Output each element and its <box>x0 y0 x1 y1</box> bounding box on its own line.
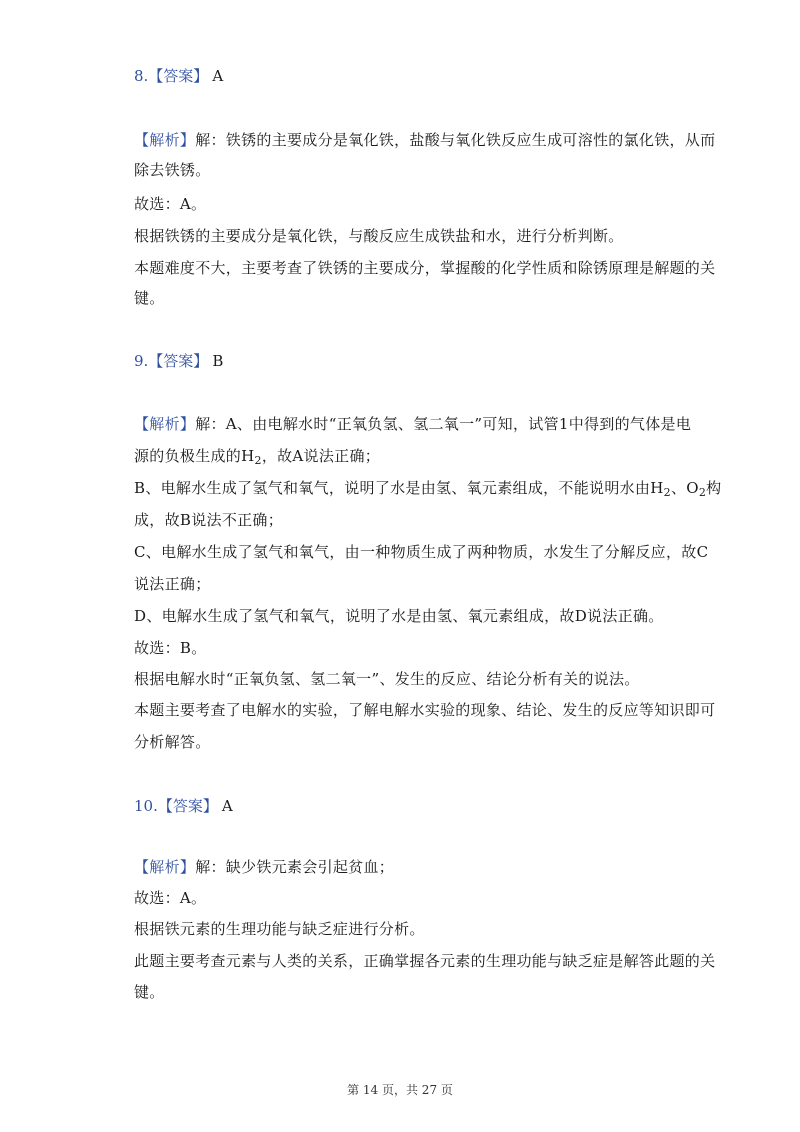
q9-line-2 <box>134 446 674 466</box>
q9-line-9: 根据电解水时“正氧负氢、氢二氧一”、发生的反应、结论分析有关的说法。 <box>134 670 640 688</box>
q9-line-3-mid: 、 <box>670 479 687 497</box>
q8-line-2: 除去铁锈。 <box>134 161 211 179</box>
q8-answer-letter: A <box>212 67 224 85</box>
q9-analysis-text: 解：A、由电解水时“正氧负氢、氢二氧一”可知，试管1中得到的气体是电 <box>195 415 692 433</box>
q9-line-3-post: 构 <box>706 479 722 497</box>
q9-line-11: 分析解答。 <box>134 733 211 751</box>
q8-line-4: 根据铁锈的主要成分是氧化铁，与酸反应生成铁盐和水，进行分析判断。 <box>134 227 624 245</box>
q10-answer-header: 10.【答案】 <box>134 797 218 815</box>
q8-analysis-tag: 【解析】 <box>134 131 196 149</box>
q9-line-7: D、电解水生成了氢气和氧气，说明了水是由氢、氧元素组成，故D说法正确。 <box>134 607 664 625</box>
q9-line-4: 成，故B说法不正确； <box>134 511 284 529</box>
q10-answer-letter: A <box>221 797 233 815</box>
q9-answer-letter: B <box>212 352 224 370</box>
q8-answer-header: 8.【答案】 <box>134 67 209 85</box>
q9-line-6: 说法正确； <box>134 575 211 593</box>
q10-line-2: 故选：A。 <box>134 889 207 907</box>
q9-line-3-o: O <box>686 479 699 497</box>
q8-line-3: 故选：A。 <box>134 195 207 213</box>
q9-line-2-sub: 2 <box>254 454 262 467</box>
q9-line-3-sub-o: 2 <box>698 486 707 499</box>
q10-analysis-text: 解：缺少铁元素会引起贫血； <box>195 858 395 876</box>
q9-line-2-pre: 源的负极生成的 <box>134 447 242 465</box>
q9-line-3-pre: B、电解水生成了氢气和氧气，说明了水是由氢、氧元素组成，不能说明水由 <box>134 479 651 497</box>
q8-analysis-text: 解：铁锈的主要成分是氧化铁，盐酸与氧化铁反应生成可溶性的氯化铁，从而 <box>195 131 716 149</box>
page-footer: 第 14 页，共 27 页 <box>347 1083 453 1097</box>
q10-line-4: 此题主要考查元素与人类的关系，正确掌握各元素的生理功能与缺乏症是解答此题的关 <box>134 952 716 970</box>
q9-line-10: 本题主要考查了电解水的实验，了解电解水实验的现象、结论、发生的反应等知识即可 <box>134 701 716 719</box>
q10-analysis-line-1 <box>134 857 674 877</box>
q10-answer <box>134 796 233 816</box>
q9-line-3 <box>134 478 722 499</box>
q8-line-6: 键。 <box>134 289 165 307</box>
q9-line-3-h: H <box>650 479 664 497</box>
q10-line-3: 根据铁元素的生理功能与缺乏症进行分析。 <box>134 920 425 938</box>
q9-analysis-tag: 【解析】 <box>134 415 196 433</box>
q9-answer <box>134 351 223 371</box>
q10-analysis-tag: 【解析】 <box>134 858 196 876</box>
q8-analysis-line-1 <box>134 130 716 150</box>
q10-line-5: 键。 <box>134 983 165 1001</box>
q9-line-3-sub-h: 2 <box>663 486 671 499</box>
q9-line-2-h: H <box>241 447 255 465</box>
q8-answer <box>134 66 223 86</box>
q9-line-5: C、电解水生成了氢气和氧气，由一种物质生成了两种物质，水发生了分解反应，故C <box>134 543 709 561</box>
q9-line-8: 故选：B。 <box>134 639 207 657</box>
q8-line-5: 本题难度不大，主要考查了铁锈的主要成分，掌握酸的化学性质和除锈原理是解题的关 <box>134 259 716 277</box>
q9-answer-header: 9.【答案】 <box>134 352 209 370</box>
q9-analysis-line-1 <box>134 414 692 434</box>
q9-line-2-post: ，故A说法正确； <box>261 447 381 465</box>
